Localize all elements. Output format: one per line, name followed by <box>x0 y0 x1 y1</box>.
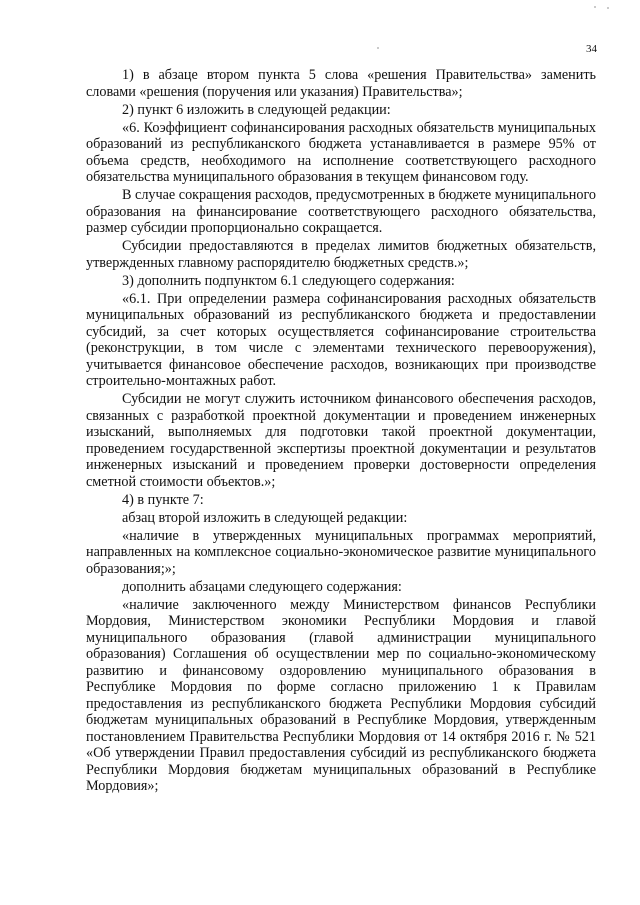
paragraph: 4) в пункте 7: <box>122 491 204 508</box>
paragraph: дополнить абзацами следующего содержания: <box>122 578 402 595</box>
paragraph: Субсидии не могут служить источником финансового обеспечения расходов, связанных с разработкой проектной документации и проведением инженерных изысканий, выполняемых для подготовки такой проектной документации, проведением государственной экспертизы проектной документации и результатов инженерных изысканий и проведением проверки достоверности определения сметной стоимости объектов.»; <box>86 391 596 490</box>
paragraph: В случае сокращения расходов, предусмотренных в бюджете муниципального образования на финансирование соответствующего расходного обязательства, размер субсидии пропорционально сокращается. <box>86 187 596 236</box>
paragraph: «наличие заключенного между Министерством финансов Республики Мордовия, Министерством экономики Республики Мордовия и главой муниципального образования (главой администрации муниципального образования) Соглашения об осуществлении мер по социально-экономическому развитию и финансовому оздоровлению муниципального образования в Республике Мордовия по форме согласно приложению 1 к Правилам предоставления из республиканского бюджета Республики Мордовия субсидий бюджетам муниципальных образований в Республике Мордовия, утвержденным постановлением Правительства Республики Мордовия от 14 октября 2016 г. № 521 «Об утверждении Правил предоставления субсидий из республиканского бюджета Республики Мордовия бюджетам муниципальных образований в Республике Мордовия»; <box>86 596 596 794</box>
paragraph: «6. Коэффициент софинансирования расходных обязательств муниципальных образований из республиканского бюджета устанавливается в размере 95% от объема средств, необходимого на исполнение соответствующего расходного обязательства муниципального образования в текущем финансовом году. <box>86 119 596 185</box>
paragraph: 3) дополнить подпунктом 6.1 следующего содержания: <box>122 272 455 289</box>
paragraph: 2) пункт 6 изложить в следующей редакции: <box>122 101 391 118</box>
page-number: 34 <box>586 43 597 55</box>
scan-dot <box>377 47 379 49</box>
scan-dot <box>594 6 596 8</box>
paragraph: 1) в абзаце втором пункта 5 слова «решения Правительства» заменить словами «решения (поручения или указания) Правительства»; <box>86 67 596 100</box>
paragraph: «6.1. При определении размера софинансирования расходных обязательств муниципальных образований из республиканского бюджета и предоставлении субсидий, за счет которых осуществляется софинансирование строительства (реконструкции, в том числе с элементами технического перевооружения), учитывается финансовое обеспечение расходов, возникающих при производстве строительно-монтажных работ. <box>86 290 596 389</box>
paragraph: «наличие в утвержденных муниципальных программах мероприятий, направленных на комплексное социально-экономическое развитие муниципального образования;»; <box>86 527 596 577</box>
paragraph: Субсидии предоставляются в пределах лимитов бюджетных обязательств, утвержденных главному распорядителю бюджетных средств.»; <box>86 238 596 271</box>
scan-dot <box>607 7 609 9</box>
paragraph: абзац второй изложить в следующей редакции: <box>122 509 408 526</box>
document-body <box>86 67 596 796</box>
